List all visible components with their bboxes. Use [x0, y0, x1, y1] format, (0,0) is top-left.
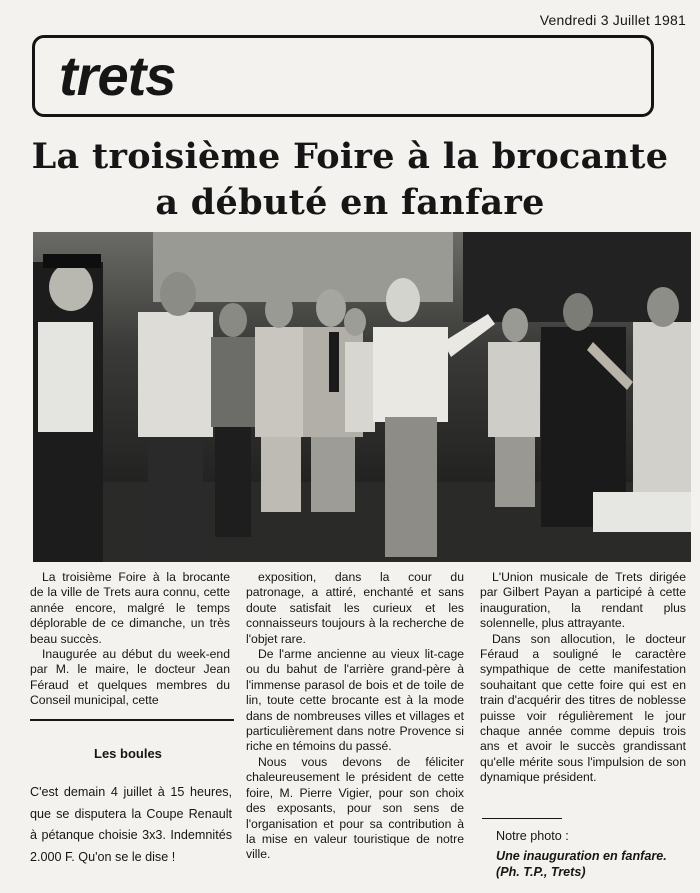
article-paragraph: La troisième Foire à la brocante de la ville de Trets aura connu, cette année encore, malgré le temps déplorable de ce dimanche, un très beau succès. — [30, 570, 230, 646]
caption-rule — [482, 818, 562, 819]
article-paragraph: Nous vous devons de féliciter chaleureusement le président de cette foire, M. Pierre Vigier, pour son choix des exposants, pour son sens de l'organisation et pour sa contribution à la mise en valeur touristique de notre ville. — [246, 754, 464, 862]
article-photo — [33, 232, 691, 562]
boules-top-rule — [30, 719, 234, 721]
headline-line-2: a débuté en fanfare — [155, 182, 545, 223]
article-paragraph: Inaugurée au début du week-end par M. le maire, le docteur Jean Féraud et quelques membres du Conseil municipal, cette — [30, 647, 230, 708]
headline-line-1: La troisième Foire à la brocante — [31, 136, 669, 177]
article-paragraph: Dans son allocution, le docteur Féraud a souligné le caractère sympathique de cette manifestation souhaitant que cette foire qui est en train d'acquérir des titres de noblesse puisse voir régulièrement le jour chaque année comme depuis trois ans et avoir le succès grandissant qu'elle mérite sous l'impulsion de son dynamique président. — [480, 631, 686, 785]
rubric-title: trets — [59, 44, 176, 107]
article-paragraph: De l'arme ancienne au vieux lit-cage ou du bahut de l'arrière grand-père à l'immense parasol de bois et de toile de lin, toute cette brocante est à la mode dans de nombreuses villes et villages et particulièrement dans notre Provence si riche en témoins du passé. — [246, 647, 464, 754]
article-paragraph: L'Union musicale de Trets dirigée par Gilbert Payan a participé à cette inauguration, la rendant plus solennelle, plus attrayante. — [480, 570, 686, 631]
photo-illustration — [33, 232, 691, 562]
boules-title: Les boules — [94, 746, 162, 761]
article-column-2 — [246, 570, 464, 863]
headline — [20, 134, 680, 226]
article-column-1 — [30, 570, 230, 709]
article-column-3 — [480, 570, 686, 786]
photo-caption: Une inauguration en fanfare. (Ph. T.P., Trets) — [496, 849, 667, 879]
boules-text: C'est demain 4 juillet à 15 heures, que se disputera la Coupe Renault à pétanque choisie 3x3. Indemnités 2.000 F. Qu'on se le dise ! — [30, 785, 232, 864]
rubric-box — [32, 35, 654, 117]
article-paragraph: exposition, dans la cour du patronage, a attiré, enchanté et sans doute satisfait les curieux et les connaisseurs toujours à la recherche de l'objet rare. — [246, 570, 464, 646]
date-line: Vendredi 3 Juillet 1981 — [539, 12, 686, 28]
photo-note-label: Notre photo : — [496, 829, 569, 843]
